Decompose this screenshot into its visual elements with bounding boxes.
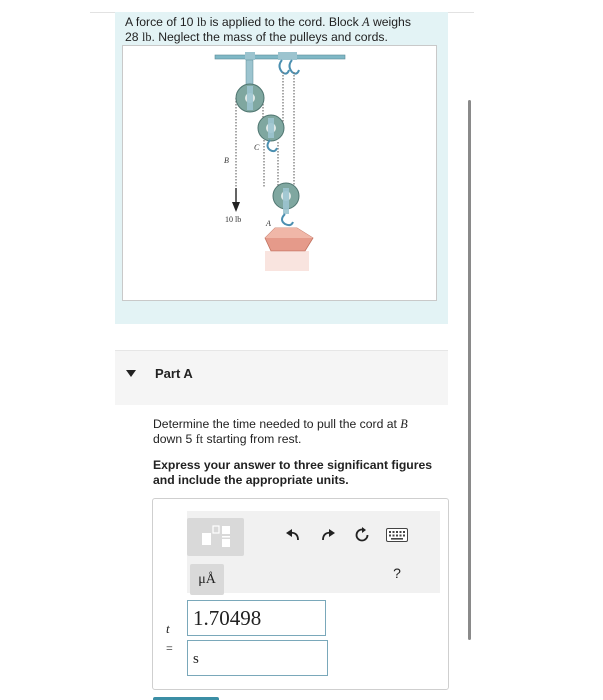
force-arrow-icon (232, 202, 240, 212)
label-a: A (266, 219, 271, 228)
ceiling-anchor-2 (278, 52, 288, 60)
label-force: 10 lb (225, 215, 242, 224)
problem-text: A force of 10 lb is applied to the cord. Block A weighs 28 lb. Neglect the mass of the pulleys and cords. (125, 15, 411, 44)
units-button[interactable]: μÅ (190, 564, 224, 595)
answer-panel (152, 498, 449, 690)
help-button[interactable]: ? (393, 565, 401, 581)
value-input[interactable]: 1.70498 (187, 600, 326, 636)
pulley-figure (122, 45, 437, 301)
undo-icon (285, 527, 301, 543)
collapse-triangle-icon[interactable] (126, 370, 136, 377)
equals-sign: = (166, 641, 173, 655)
answer-variable: t (166, 621, 170, 636)
reset-icon (354, 527, 370, 543)
part-title: Part A (155, 366, 193, 381)
label-c: C (254, 143, 260, 152)
ceiling-hook-icon (280, 60, 290, 74)
redo-icon (320, 527, 336, 543)
units-input[interactable]: s (187, 640, 328, 676)
hook-a-icon (282, 214, 293, 225)
problem-statement (115, 12, 448, 324)
ceiling-anchor-1 (245, 52, 255, 60)
keyboard-icon (386, 528, 408, 542)
templates-icon (196, 524, 236, 550)
pulley-diagram (123, 46, 436, 300)
part-question: Determine the time needed to pull the cord at B down 5 ft starting from rest. (153, 417, 408, 446)
ceiling-anchor-3 (287, 52, 297, 60)
answer-instruction: Express your answer to three significant figures and include the appropriate units. (153, 458, 433, 487)
redo-button[interactable] (318, 525, 338, 545)
ceiling-hook-icon (290, 60, 300, 74)
scrollbar[interactable] (468, 100, 471, 640)
reset-button[interactable] (352, 525, 372, 545)
label-b: B (224, 156, 229, 165)
keyboard-button[interactable] (385, 525, 409, 545)
math-toolbar (187, 511, 440, 593)
templates-button[interactable] (187, 518, 244, 556)
hook-c-icon (268, 140, 278, 151)
undo-button[interactable] (283, 525, 303, 545)
